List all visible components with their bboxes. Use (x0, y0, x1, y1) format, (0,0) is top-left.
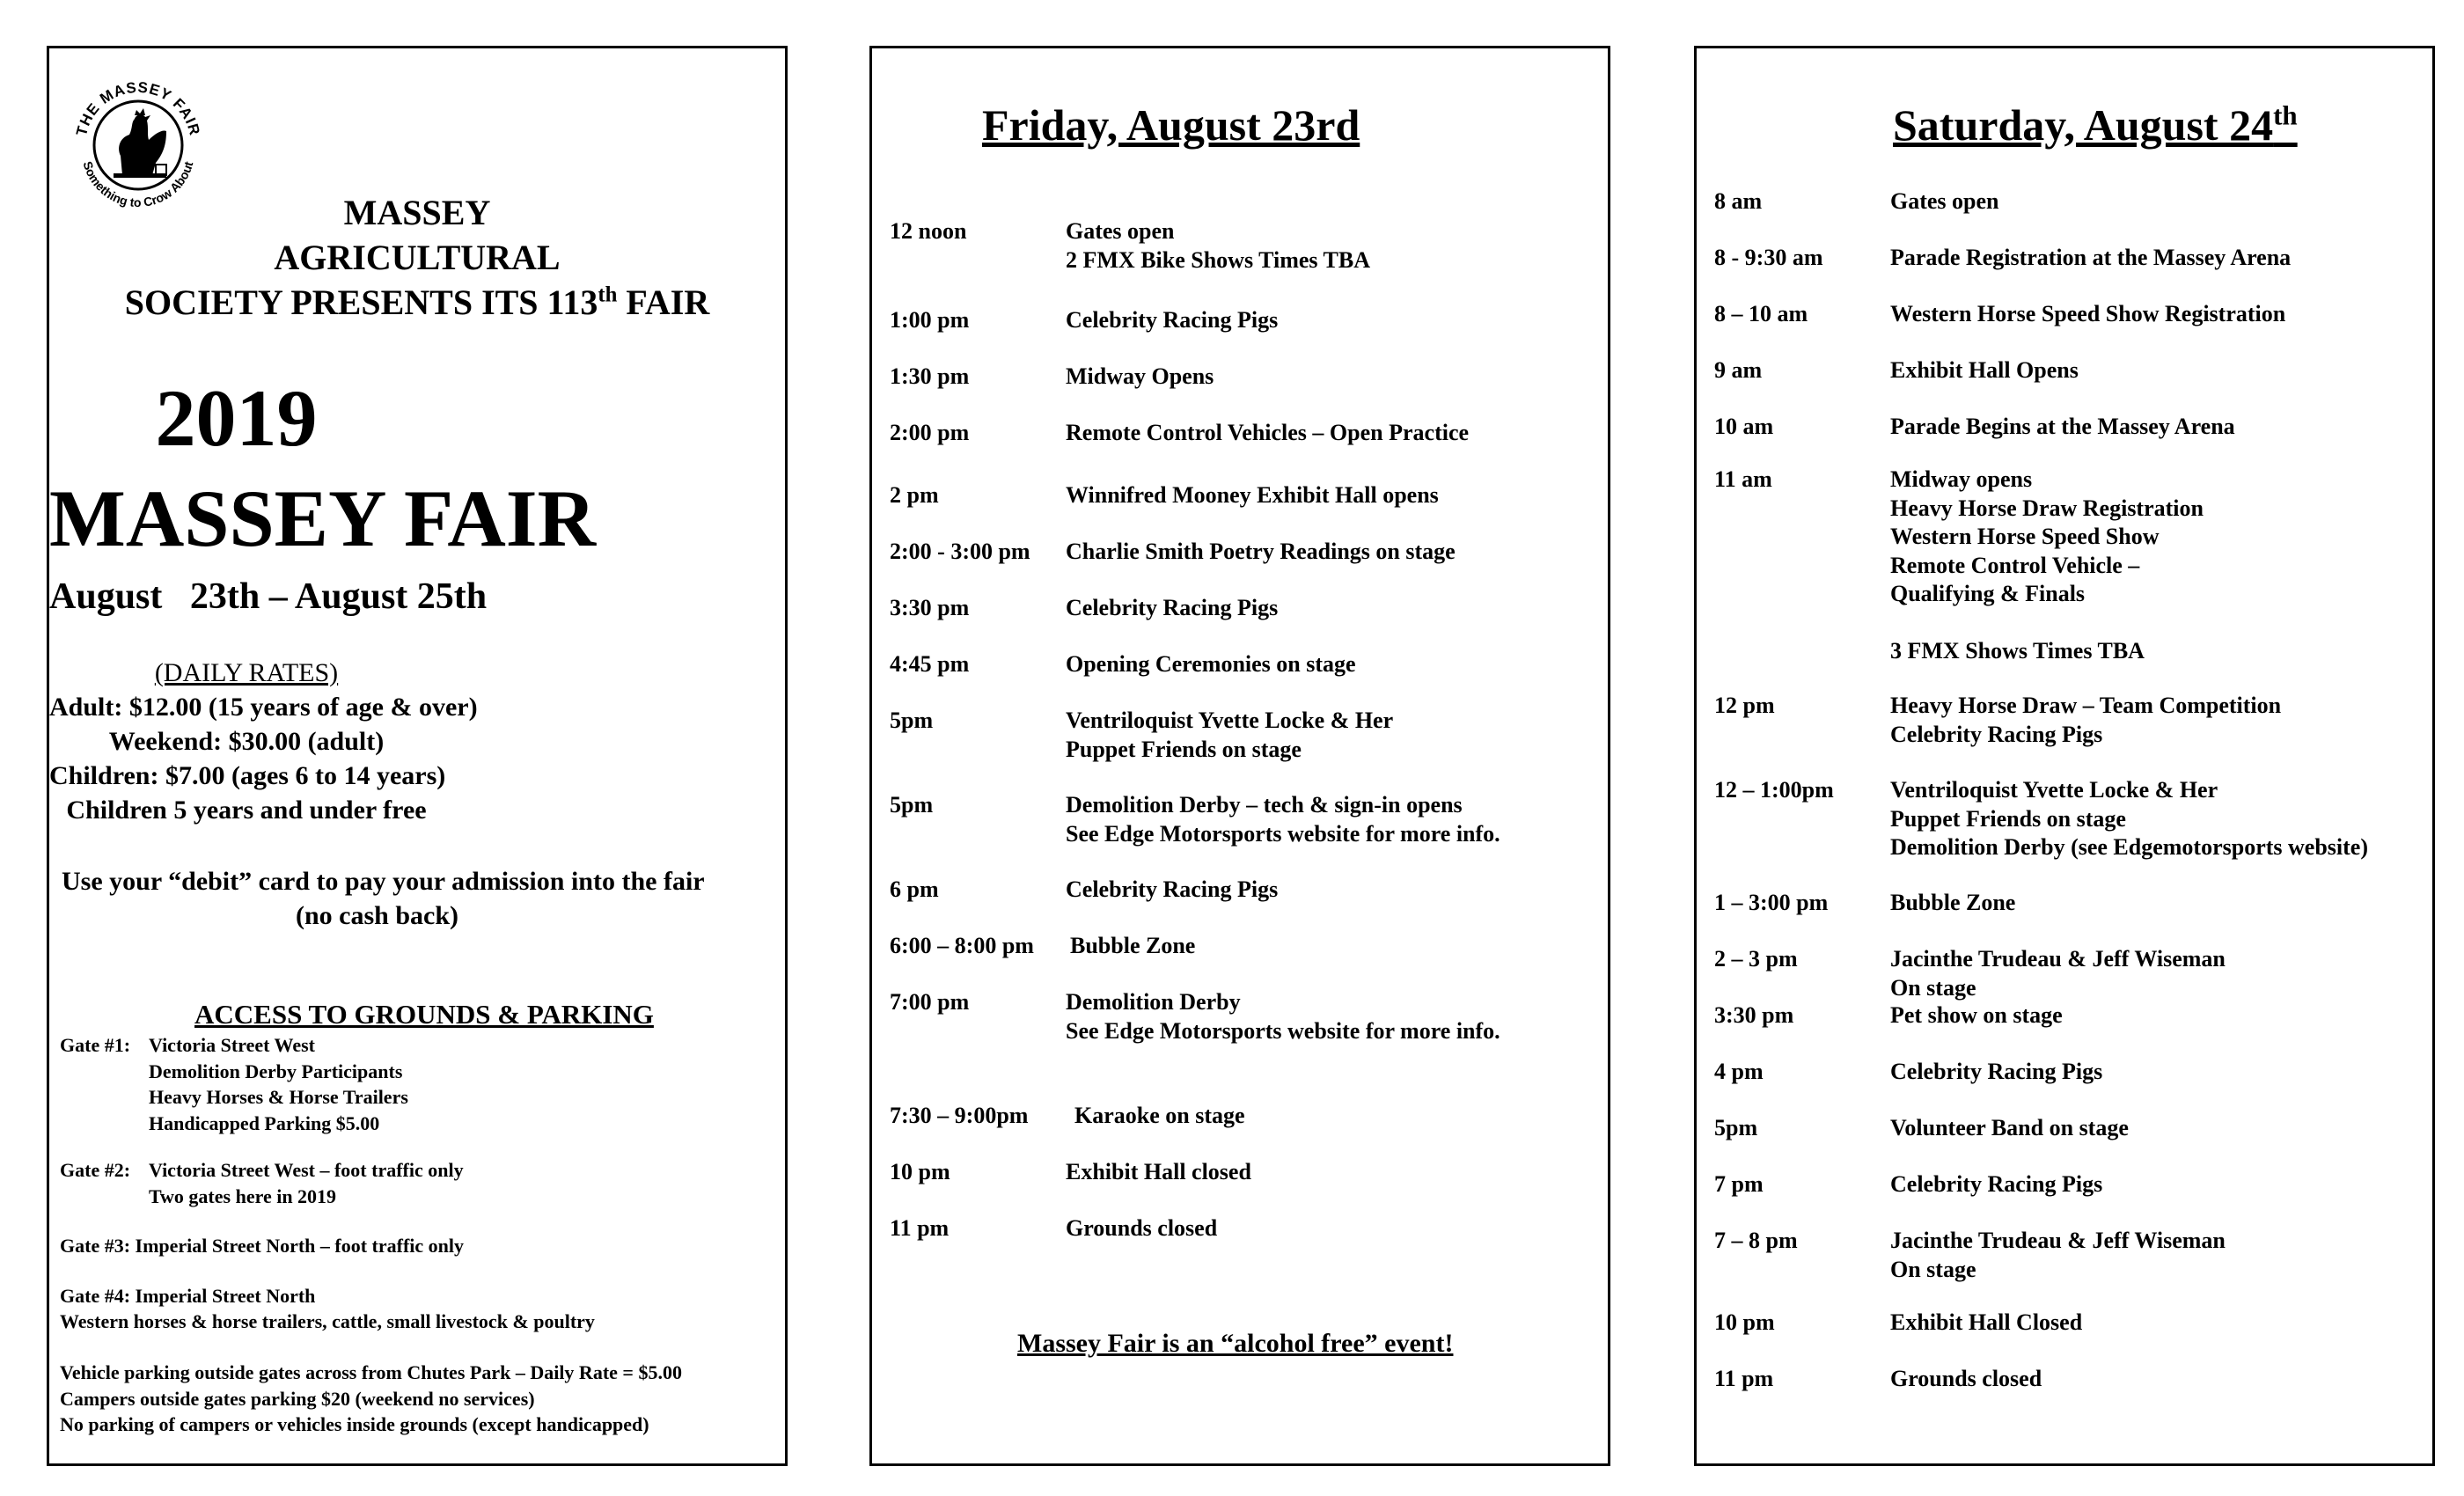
event-time: 11 pm (1714, 1366, 1774, 1391)
event-time: 7 pm (1714, 1171, 1764, 1197)
event-time: 3:30 pm (1714, 1002, 1794, 1028)
event-text: 3 FMX Shows Times TBA (1890, 637, 2145, 664)
event-text: SOCIETY PRESENTS ITS 113 (124, 282, 598, 323)
event-text: Demolition Derby – tech & sign-in opens (1066, 792, 1463, 818)
saturday-title (1893, 101, 2298, 150)
event-time: 11 pm (890, 1215, 950, 1241)
event-text: Gates open (1890, 188, 1999, 214)
event-time: 10 pm (890, 1159, 950, 1184)
event-time: 12 noon (890, 218, 967, 244)
fair-title: MASSEY FAIR (49, 473, 597, 563)
event-text: th (2273, 99, 2298, 131)
gate-2-details (149, 1157, 464, 1209)
logo-top-text: THE MASSEY FAIR (73, 78, 204, 138)
event-text: Parade Begins at the Massey Arena (1890, 414, 2235, 439)
presents-line-3 (49, 280, 785, 325)
event-text: Bubble Zone (1070, 933, 1196, 958)
presents-line-2: AGRICULTURAL (274, 238, 561, 278)
left-panel (47, 46, 788, 1466)
rate-children-free: Children 5 years and under free (66, 796, 427, 825)
event-text: See Edge Motorsports website for more info. (1066, 820, 1500, 847)
event-time: 7 – 8 pm (1714, 1228, 1798, 1253)
event-time: 8 am (1714, 188, 1763, 214)
event-text: Campers outside gates parking $20 (weekend no services) (60, 1387, 535, 1410)
gate-4-note: Western horses & horse trailers, cattle, small livestock & poultry (60, 1310, 595, 1332)
event-text: Heavy Horse Draw – Team Competition (1890, 693, 2282, 718)
daily-rates-section (49, 656, 478, 827)
event-text: Remote Control Vehicles – Open Practice (1066, 420, 1470, 445)
event-time: 5pm (1714, 1115, 1758, 1140)
rate-weekend: Weekend: $30.00 (adult) (108, 727, 385, 756)
event-time: 9 am (1714, 357, 1763, 383)
event-time: 8 – 10 am (1714, 301, 1808, 326)
saturday-panel (1694, 46, 2435, 1466)
event-time: 2 – 3 pm (1714, 946, 1798, 972)
event-time: 1 – 3:00 pm (1714, 890, 1829, 915)
event-text: Victoria Street West – foot traffic only (149, 1159, 464, 1181)
event-text: Exhibit Hall closed (1066, 1159, 1251, 1184)
logo-bottom-text: Something to Crow About (80, 159, 196, 210)
gate-1-details (149, 1032, 408, 1137)
event-time: 2:00 - 3:00 pm (890, 539, 1030, 564)
event-time: 10 am (1714, 414, 1774, 439)
event-time: 5pm (890, 792, 934, 818)
event-time: 2:00 pm (890, 420, 970, 445)
event-text: Charlie Smith Poetry Readings on stage (1066, 539, 1456, 564)
event-time: 2 pm (890, 482, 939, 508)
event-text: Jacinthe Trudeau & Jeff Wiseman (1890, 946, 2226, 972)
event-text: Handicapped Parking $5.00 (149, 1112, 380, 1135)
gate-2-label: Gate #2: (60, 1159, 131, 1181)
event-text: Demolition Derby Participants (149, 1060, 403, 1082)
event-text: Exhibit Hall Opens (1890, 357, 2079, 383)
event-text: Celebrity Racing Pigs (1066, 595, 1279, 620)
gate-4: Gate #4: Imperial Street North (60, 1285, 316, 1307)
event-time: 1:00 pm (890, 307, 970, 333)
event-time: 1:30 pm (890, 363, 970, 389)
debit-line-2: (no cash back) (296, 901, 459, 930)
debit-line-1: Use your “debit” card to pay your admission into the fair (62, 867, 705, 896)
event-text: Vehicle parking outside gates across from Chutes Park – Daily Rate = $5.00 (60, 1361, 682, 1383)
rate-adult: Adult: $12.00 (15 years of age & over) (49, 693, 478, 722)
event-text: Celebrity Racing Pigs (1066, 876, 1279, 902)
event-time: 7:00 pm (890, 989, 970, 1015)
event-text: Midway Opens (1066, 363, 1214, 389)
event-text: Western Horse Speed Show (1890, 524, 2160, 549)
event-time: 12 – 1:00pm (1714, 777, 1834, 803)
event-text: Demolition Derby (see Edgemotorsports website) (1890, 834, 2369, 860)
event-text: Ventriloquist Yvette Locke & Her (1066, 708, 1394, 733)
event-text: Winnifred Mooney Exhibit Hall opens (1066, 482, 1439, 508)
event-text: Remote Control Vehicle – (1890, 552, 2140, 578)
event-text: Bubble Zone (1890, 890, 2016, 915)
event-time: 12 pm (1714, 693, 1775, 718)
event-text: Parade Registration at the Massey Arena (1890, 245, 2292, 270)
event-text: Western Horse Speed Show Registration (1890, 301, 2286, 326)
event-text: Volunteer Band on stage (1890, 1115, 2129, 1140)
event-time: 7:30 – 9:00pm (890, 1103, 1029, 1128)
event-text: See Edge Motorsports website for more info. (1066, 1017, 1500, 1044)
event-time: 6:00 – 8:00 pm (890, 933, 1034, 958)
event-text: Two gates here in 2019 (149, 1184, 337, 1207)
event-time: 3:30 pm (890, 595, 970, 620)
event-text: Heavy Horses & Horse Trailers (149, 1086, 408, 1109)
event-text: Celebrity Racing Pigs (1890, 1171, 2103, 1197)
event-text: Celebrity Racing Pigs (1890, 1059, 2103, 1084)
event-text: Puppet Friends on stage (1066, 736, 1302, 762)
event-text: Celebrity Racing Pigs (1066, 307, 1279, 333)
parking-info (60, 1360, 682, 1438)
event-time: 5pm (890, 708, 934, 733)
event-time: 6 pm (890, 876, 939, 902)
friday-title: Friday, August 23rd (982, 100, 1360, 150)
event-text: No parking of campers or vehicles inside grounds (except handicapped) (60, 1413, 649, 1436)
event-text: Exhibit Hall Closed (1890, 1309, 2083, 1335)
event-text: Midway opens (1890, 466, 2033, 492)
event-text: Demolition Derby (1066, 989, 1241, 1015)
event-text: 2 FMX Bike Shows Times TBA (1066, 246, 1371, 273)
event-text: Saturday, August 24 (1893, 100, 2274, 150)
event-text: Heavy Horse Draw Registration (1890, 495, 2204, 521)
event-time: 4 pm (1714, 1059, 1764, 1084)
fair-year: 2019 (155, 373, 318, 463)
event-time: 10 pm (1714, 1309, 1775, 1335)
event-text: Celebrity Racing Pigs (1890, 721, 2103, 747)
event-text: Pet show on stage (1890, 1002, 2063, 1028)
event-text: Grounds closed (1066, 1215, 1218, 1241)
event-text: Qualifying & Finals (1890, 581, 2086, 606)
gate-1-label: Gate #1: (60, 1034, 131, 1056)
presents-heading (49, 190, 785, 326)
event-text: FAIR (617, 282, 710, 323)
event-text: Jacinthe Trudeau & Jeff Wiseman (1890, 1228, 2226, 1253)
event-text: Karaoke on stage (1074, 1103, 1245, 1128)
gate-3: Gate #3: Imperial Street North – foot traffic only (60, 1235, 465, 1257)
fair-dates: August 23th – August 25th (49, 576, 488, 617)
event-text: th (598, 283, 618, 308)
event-text: Puppet Friends on stage (1890, 805, 2126, 832)
event-time: 4:45 pm (890, 651, 970, 677)
rate-children: Children: $7.00 (ages 6 to 14 years) (49, 761, 446, 790)
event-text: On stage (1890, 974, 1976, 1001)
rooster-icon (114, 108, 166, 178)
presents-line-1: MASSEY (343, 193, 491, 232)
event-text: Ventriloquist Yvette Locke & Her (1890, 777, 2218, 803)
event-time: 11 am (1714, 466, 1772, 492)
event-text: Gates open (1066, 218, 1175, 244)
event-text: On stage (1890, 1256, 1976, 1282)
event-text: Opening Ceremonies on stage (1066, 651, 1356, 677)
daily-rates-heading: (DAILY RATES) (154, 658, 339, 687)
event-text: Victoria Street West (149, 1034, 315, 1056)
event-time: 8 - 9:30 am (1714, 245, 1823, 270)
alcohol-free-notice: Massey Fair is an “alcohol free” event! (1017, 1329, 1454, 1358)
access-heading: ACCESS TO GROUNDS & PARKING (194, 999, 654, 1030)
event-text: Grounds closed (1890, 1366, 2042, 1391)
friday-panel (869, 46, 1610, 1466)
